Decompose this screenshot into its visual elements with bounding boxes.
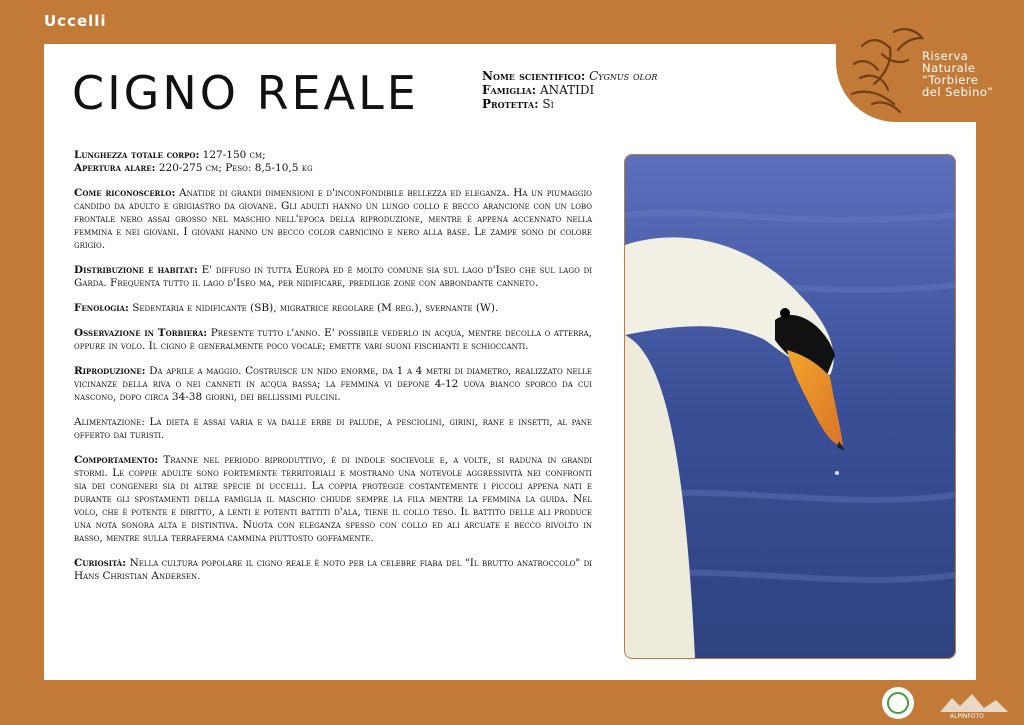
section-label: Lunghezza totale corpo: [74, 149, 200, 161]
photo-credit: ALPINFOTO [950, 713, 984, 720]
section-label: Fenologia: [74, 302, 129, 314]
category-label: Uccelli [44, 12, 107, 30]
scientific-name-row [482, 69, 657, 83]
partner-circle-logo-icon [882, 687, 914, 719]
species-title: CIGNO REALE [72, 66, 419, 120]
family-row [482, 83, 657, 97]
section-text: Anatide di grandi dimensioni e d'inconfondibile bellezza ed eleganza. Ha un piumaggio candido da adulto e grigiastro da giovane. Gli adulti hanno un lungo collo e becco arancione con un lobo frontale nero assai grosso nel maschio nell'epoca della riproduzione, mentre è appena accennato nella femmina e nei giovani. I giovani hanno un becco color carnicino e nero alla base. Le zampe sono di colore grigio. [74, 187, 592, 251]
meta-value: Sì [542, 97, 554, 111]
section-reproduction [74, 365, 592, 404]
protected-row [482, 97, 657, 111]
section-behaviour [74, 454, 592, 545]
meta-label: Famiglia: [482, 83, 537, 97]
section-label: Come riconoscerlo: [74, 187, 176, 199]
reserve-name [922, 50, 993, 98]
swan-photo [624, 154, 956, 659]
section-feeding [74, 416, 592, 442]
section-recognition [74, 187, 592, 252]
reserve-line: “Torbiere [922, 73, 979, 87]
section-phenology [74, 302, 592, 315]
reserve-line: Riserva [922, 49, 969, 63]
section-text: Sedentaria e nidificante (SB), migratrice regolare (M reg.), svernante (W). [132, 302, 499, 314]
section-label: Osservazione in Torbiera: [74, 327, 208, 339]
section-text: Peso: 8,5-10,5 kg [225, 162, 313, 174]
mountain-logo-icon [940, 694, 1008, 712]
size-info [74, 149, 592, 175]
swan-illustration [625, 155, 955, 658]
reserve-line: Naturale [922, 61, 976, 75]
meta-label: Protetta: [482, 97, 539, 111]
meta-value: Cygnus olor [589, 69, 658, 83]
section-label: Comportamento: [74, 454, 159, 466]
section-text: Tranne nel periodo riproduttivo, è di indole socievole e, a volte, si raduna in grandi stormi. Le coppie adulte sono fortemente territoriali e mostrano una notevole aggressività nei confronti sia dei congeneri sia di altre specie di uccelli. La coppia protegge costantemente i piccoli appena nati e durante gli spostamenti della famiglia il maschio chiude sempre la fila mentre la femmina la guida. Nel volo, che è potente e diritto, a lenti e potenti battiti d'ala, tiene il collo teso. Il battito delle ali produce una nota sonora alta e distintiva. Nuota con eleganza spesso con collo ed ali arcuate e becco rivolto in basso, mentre sulla terraferma cammina piuttosto goffamente. [74, 454, 592, 544]
section-text: 220-275 cm; [158, 162, 222, 174]
section-label: Curiosità: [74, 557, 127, 569]
section-text: Alimentazione: La dieta è assai varia e va dalle erbe di palude, a pesciolini, girini, rane e insetti, al pane offerto dai turisti. [74, 416, 592, 441]
description-body [74, 149, 592, 595]
meta-value: ANATIDI [540, 83, 595, 97]
section-distribution [74, 264, 592, 290]
meta-label: Nome scientifico: [482, 69, 586, 83]
section-curiosity [74, 557, 592, 583]
section-text: 127-150 cm; [202, 149, 266, 161]
section-text: Nella cultura popolare il cigno reale è noto per la celebre fiaba del "Il brutto anatroccolo" di Hans Christian Andersen. [74, 557, 592, 582]
species-meta [482, 69, 657, 111]
heron-logo-icon [842, 24, 926, 114]
section-text: Da aprile a maggio. Costruisce un nido enorme, da 1 a 4 metri di diametro, realizzato nelle vicinanze della riva o nei canneti in acqua bassa; la femmina vi depone 4-12 uova bianco sporco da cui nascono, dopo circa 34-38 giorni, dei bellissimi pulcini. [74, 365, 593, 403]
section-label: Riproduzione: [74, 365, 146, 377]
reserve-badge [836, 20, 1024, 122]
section-observation [74, 327, 592, 353]
section-label: Apertura alare: [74, 162, 156, 174]
section-text: E' diffuso in tutta Europa ed è molto comune sia sul lago d'Iseo che sul lago di Garda. Frequenta tutto il lago d'Iseo ma, per nidificare, predilige zone con abbondante canneto. [74, 264, 592, 289]
reserve-line: del Sebino” [922, 85, 994, 99]
section-label: Distribuzione e habitat: [74, 264, 198, 276]
section-text: Presente tutto l'anno. E' possibile vederlo in acqua, mentre decolla o atterra, oppure in volo. Il cigno è generalmente poco vocale; emette vari suoni fischianti e schioccanti. [74, 327, 593, 352]
